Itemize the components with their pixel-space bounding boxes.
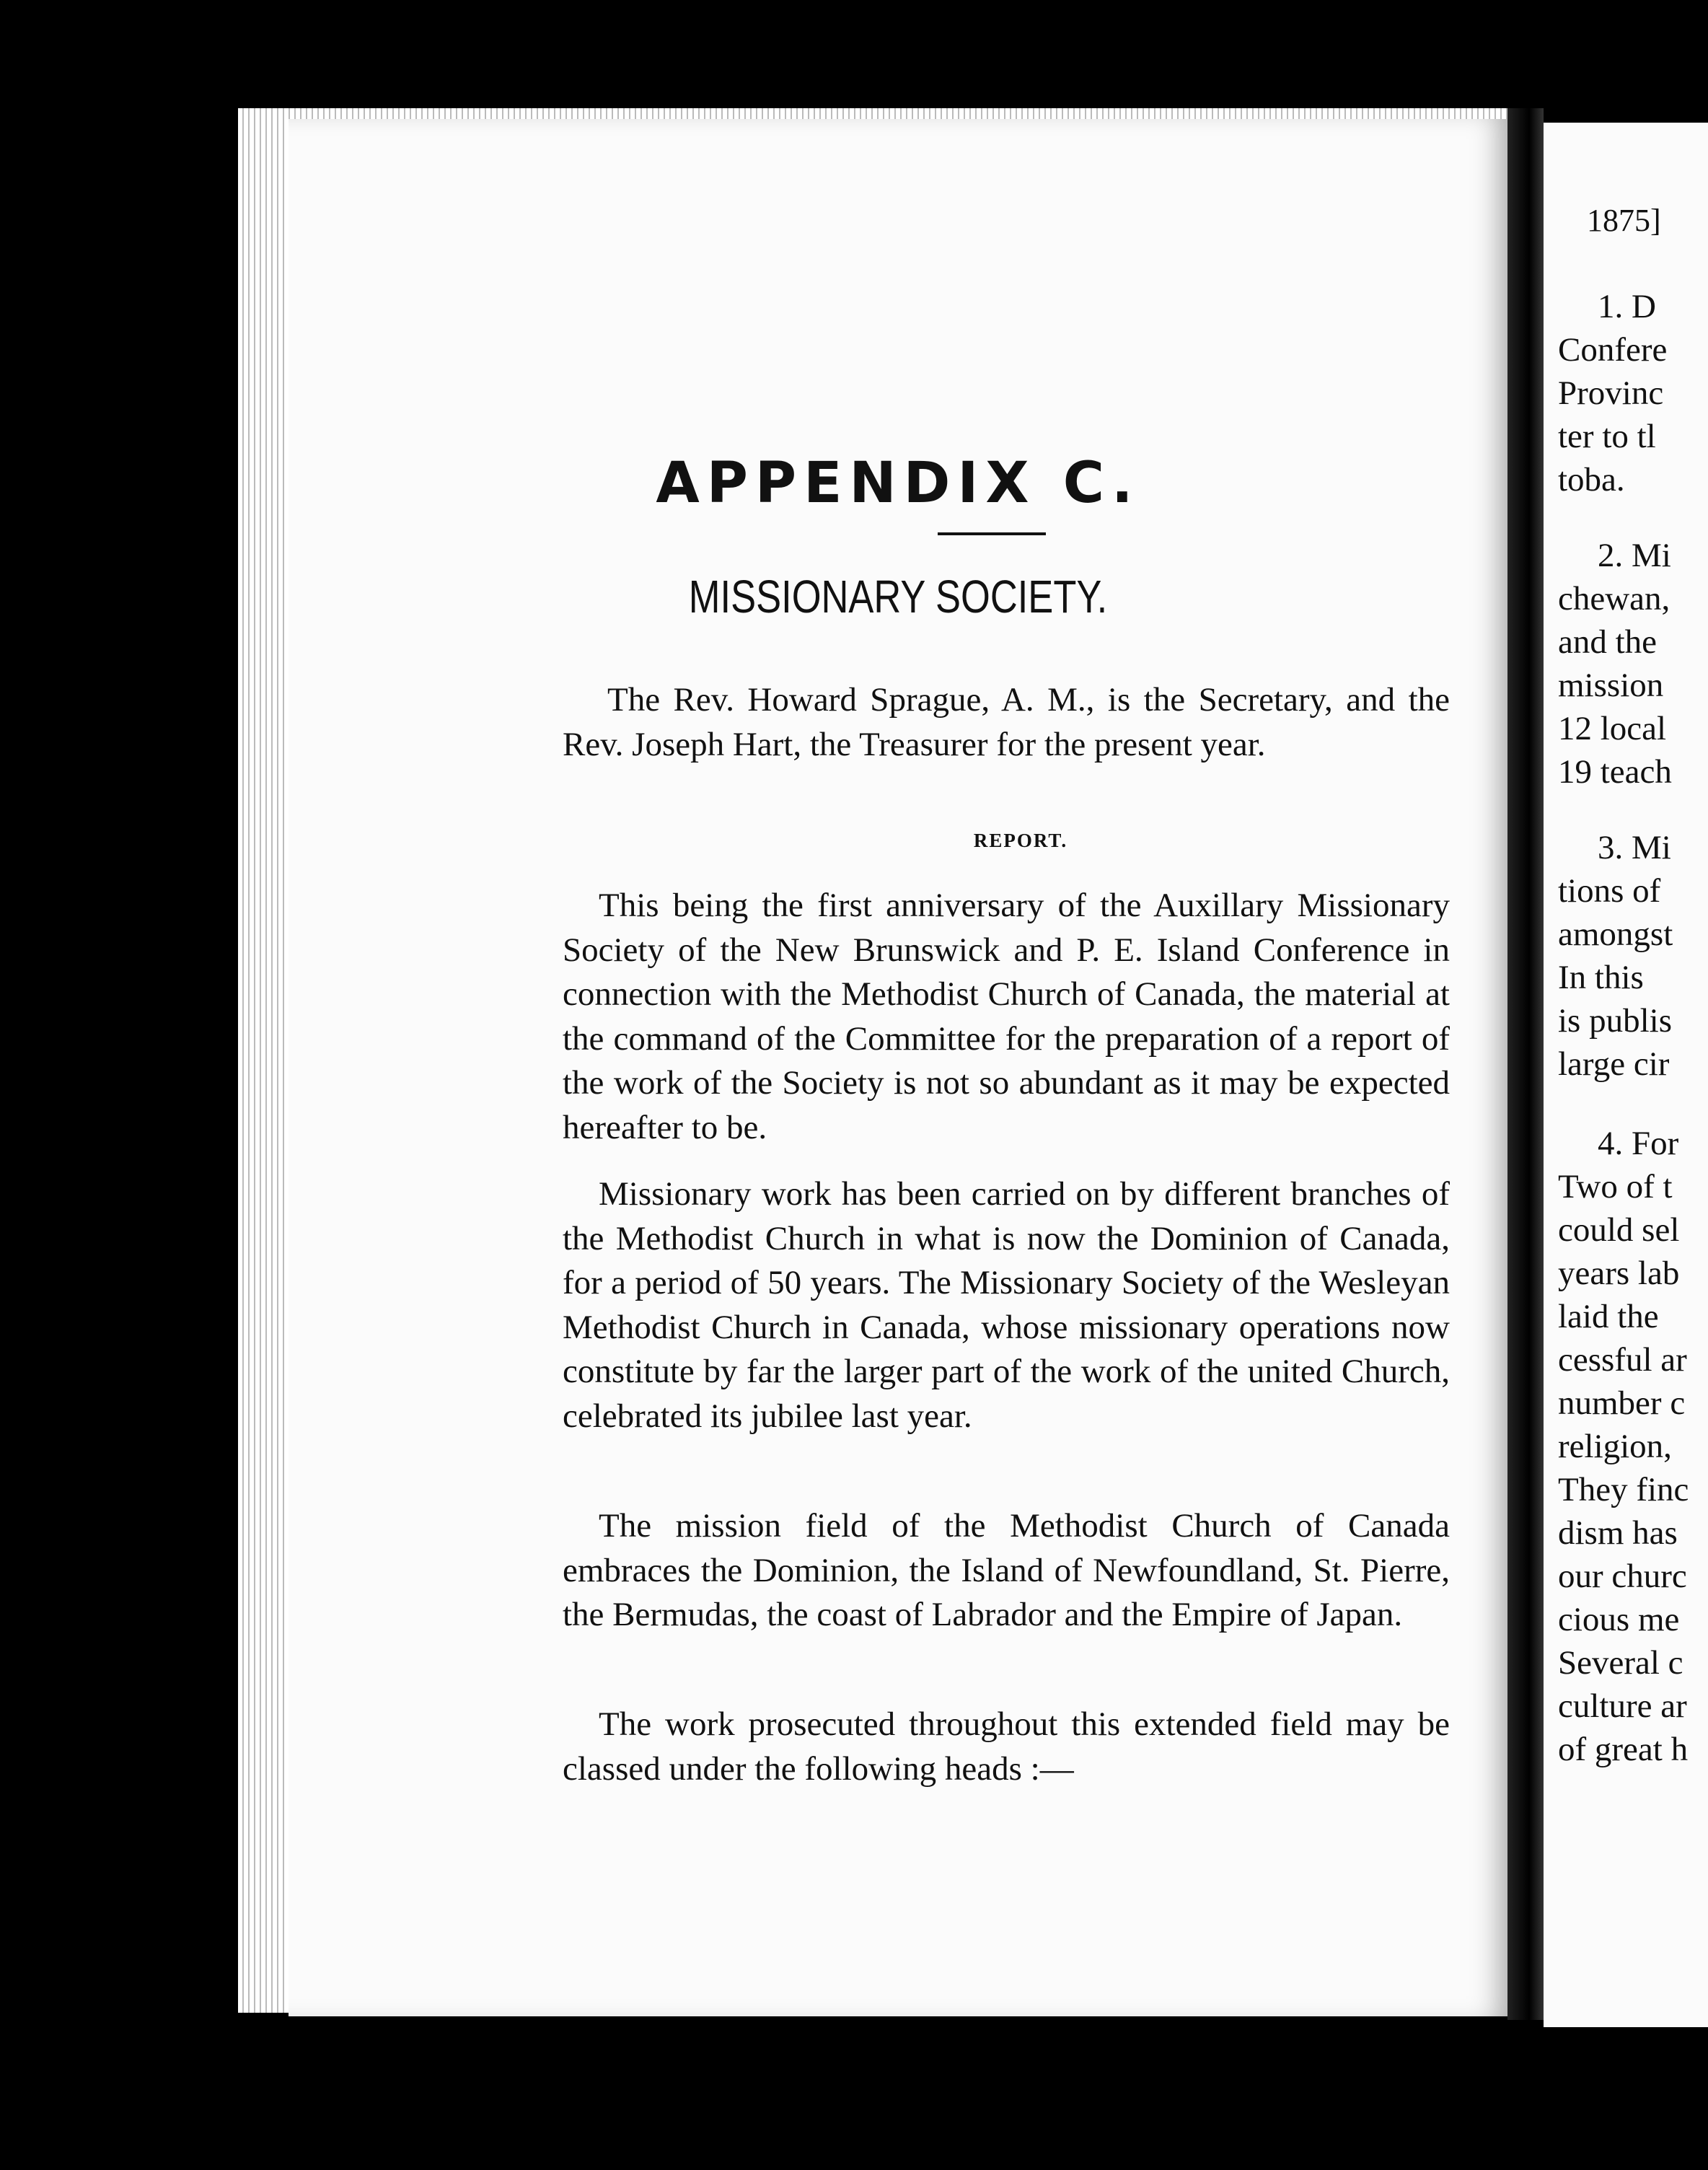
body-paragraph: This being the first anniversary of the Auxillary Missionary Society of the New Brunswick and P. E. Island Conference in connection with the Methodist Church of Canada, the material at the command of the Committee for the preparation of a report of the work of the Society is not so abundant as it may be expected hereafter to be.	[563, 887, 1450, 1146]
right-page-line: tions of	[1558, 872, 1661, 910]
body-paragraph: The work prosecuted throughout this extended field may be classed under the following heads :—	[563, 1705, 1450, 1788]
right-page-line: 2. Mi	[1598, 537, 1671, 574]
intro-paragraph: The Rev. Howard Sprague, A. M., is the Secretary, and the Rev. Joseph Hart, the Treasurer for the present year.	[563, 681, 1450, 763]
right-page-line: dism has	[1558, 1514, 1678, 1552]
body-paragraph: The mission field of the Methodist Church of Canada embraces the Dominion, the Island of Newfoundland, St. Pierre, the Bermudas, the coast of Labrador and the Empire of Japan.	[563, 1507, 1450, 1633]
body-paragraph: Missionary work has been carried on by different branches of the Methodist Church in what is now the Dominion of Canada, for a period of 50 years. The Missionary Society of the Wesleyan Methodist Church in Canada, whose missionary operations now constitute by far the larger part of the work of the united Church, celebrated its jubilee last year.	[563, 1175, 1450, 1435]
right-page-line: of great h	[1558, 1731, 1689, 1768]
right-page-line: 3. Mi	[1598, 829, 1671, 866]
book-gutter	[1507, 108, 1544, 2020]
right-page-line: Two of t	[1558, 1168, 1673, 1205]
right-page-line: number c	[1558, 1384, 1686, 1422]
right-page-line: our churc	[1558, 1558, 1687, 1595]
right-page-line: 1. D	[1598, 288, 1656, 325]
right-page-line: large cir	[1558, 1045, 1670, 1083]
right-page-line: religion,	[1558, 1428, 1672, 1465]
right-page-line: chewan,	[1558, 580, 1670, 618]
right-page-line: Provinc	[1558, 374, 1664, 412]
right-page-line: laid the	[1558, 1298, 1659, 1335]
right-page-line: years lab	[1558, 1255, 1680, 1292]
right-page-line: is publis	[1558, 1002, 1673, 1040]
right-page-line: 19 teach	[1558, 753, 1672, 791]
right-page-line: cessful ar	[1558, 1341, 1687, 1379]
right-page-line: 4. For	[1598, 1125, 1679, 1162]
section-subtitle: MISSIONARY SOCIETY.	[688, 571, 1108, 623]
right-page-line: amongst	[1558, 915, 1673, 953]
right-page-line: In this	[1558, 959, 1644, 996]
right-page-line: and the	[1558, 623, 1658, 661]
right-page-line: could sel	[1558, 1211, 1680, 1249]
right-page-line: 12 local	[1558, 710, 1667, 747]
appendix-title: APPENDIX C.	[656, 451, 1140, 516]
right-page-line: ter to tl	[1558, 418, 1656, 455]
right-page-line: Confere	[1558, 331, 1668, 369]
right-page-line: toba.	[1558, 461, 1625, 498]
right-page-line: cious me	[1558, 1601, 1680, 1638]
right-page-line: mission	[1558, 667, 1664, 704]
right-page-line: They finc	[1558, 1471, 1689, 1508]
right-page-line: Several c	[1558, 1644, 1683, 1682]
report-heading: REPORT.	[973, 830, 1068, 851]
right-page-line: culture ar	[1558, 1687, 1687, 1725]
title-rule	[938, 532, 1046, 535]
right-page-header: 1875]	[1587, 203, 1661, 238]
